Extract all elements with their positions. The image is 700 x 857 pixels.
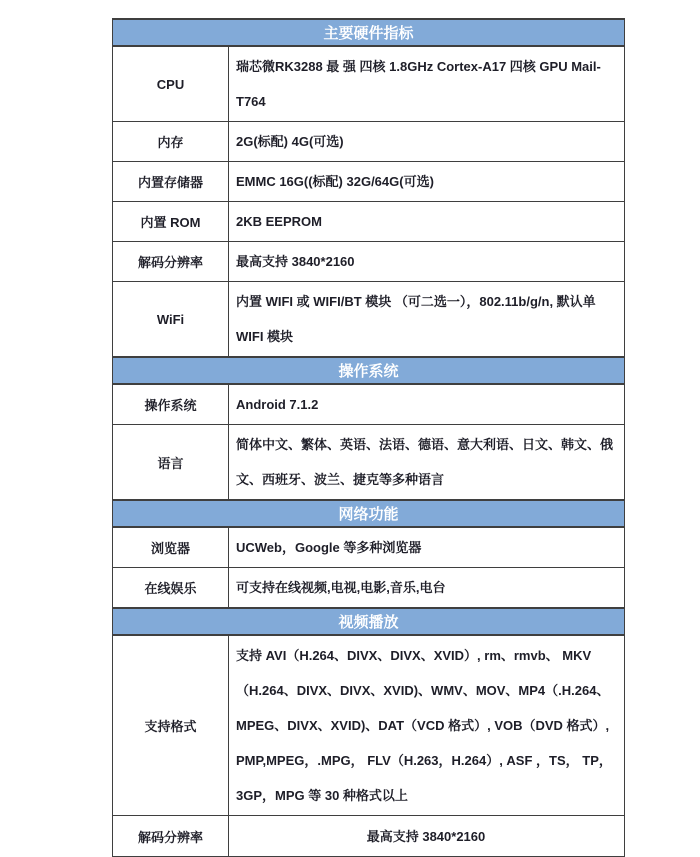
row-language [113, 425, 625, 501]
online-entertainment-value: 可支持在线视频,电视,电影,音乐,电台 [229, 568, 625, 609]
section-header-network [113, 500, 625, 527]
supported-formats-value: 支持 AVI（H.264、DIVX、DIVX、XVID）, rm、rmvb、 MKV（H.264、DIVX、DIVX、XVID)、WMV、MOV、MP4（.H.264、MPEG、DIVX、XVID)、DAT（VCD 格式）, VOB（DVD 格式）, PMP,MPEG，.MPG， FLV（H.263，H.264）, ASF ，TS， TP，3GP，MPG 等 30 种格式以上 [229, 635, 625, 816]
os-label: 操作系统 [113, 384, 229, 425]
row-wifi [113, 282, 625, 358]
decode-resolution-value: 最高支持 3840*2160 [229, 242, 625, 282]
memory-label: 内存 [113, 122, 229, 162]
row-browser [113, 527, 625, 568]
row-storage [113, 162, 625, 202]
row-supported-formats [113, 635, 625, 816]
memory-value: 2G(标配) 4G(可选) [229, 122, 625, 162]
section-header-video-playback-title: 视频播放 [113, 608, 625, 635]
row-memory [113, 122, 625, 162]
wifi-value: 内置 WIFI 或 WIFI/BT 模块 （可二选一），802.11b/g/n, 默认单 WIFI 模块 [229, 282, 625, 358]
decode-resolution-bottom-value: 最高支持 3840*2160 [229, 816, 625, 857]
online-entertainment-label: 在线娱乐 [113, 568, 229, 609]
browser-value: UCWeb，Google 等多种浏览器 [229, 527, 625, 568]
section-header-video-playback [113, 608, 625, 635]
decode-resolution-label: 解码分辨率 [113, 242, 229, 282]
cpu-label: CPU [113, 46, 229, 122]
section-header-network-title: 网络功能 [113, 500, 625, 527]
rom-label: 内置 ROM [113, 202, 229, 242]
section-header-os [113, 357, 625, 384]
os-value: Android 7.1.2 [229, 384, 625, 425]
product-spec-table [112, 18, 625, 857]
storage-value: EMMC 16G((标配) 32G/64G(可选) [229, 162, 625, 202]
wifi-label: WiFi [113, 282, 229, 358]
row-os [113, 384, 625, 425]
row-online-entertainment [113, 568, 625, 609]
row-rom [113, 202, 625, 242]
row-decode-resolution [113, 242, 625, 282]
storage-label: 内置存储器 [113, 162, 229, 202]
decode-resolution-bottom-label: 解码分辨率 [113, 816, 229, 857]
rom-value: 2KB EEPROM [229, 202, 625, 242]
language-label: 语言 [113, 425, 229, 501]
cpu-value: 瑞芯微RK3288 最 强 四核 1.8GHz Cortex-A17 四核 GPU Mail-T764 [229, 46, 625, 122]
row-decode-resolution-bottom [113, 816, 625, 857]
section-header-os-title: 操作系统 [113, 357, 625, 384]
supported-formats-label: 支持格式 [113, 635, 229, 816]
section-header-main-hardware-title: 主要硬件指标 [113, 19, 625, 46]
section-header-main-hardware [113, 19, 625, 46]
browser-label: 浏览器 [113, 527, 229, 568]
language-value: 简体中文、繁体、英语、法语、德语、意大利语、日文、韩文、俄文、西班牙、波兰、捷克等多种语言 [229, 425, 625, 501]
row-cpu [113, 46, 625, 122]
